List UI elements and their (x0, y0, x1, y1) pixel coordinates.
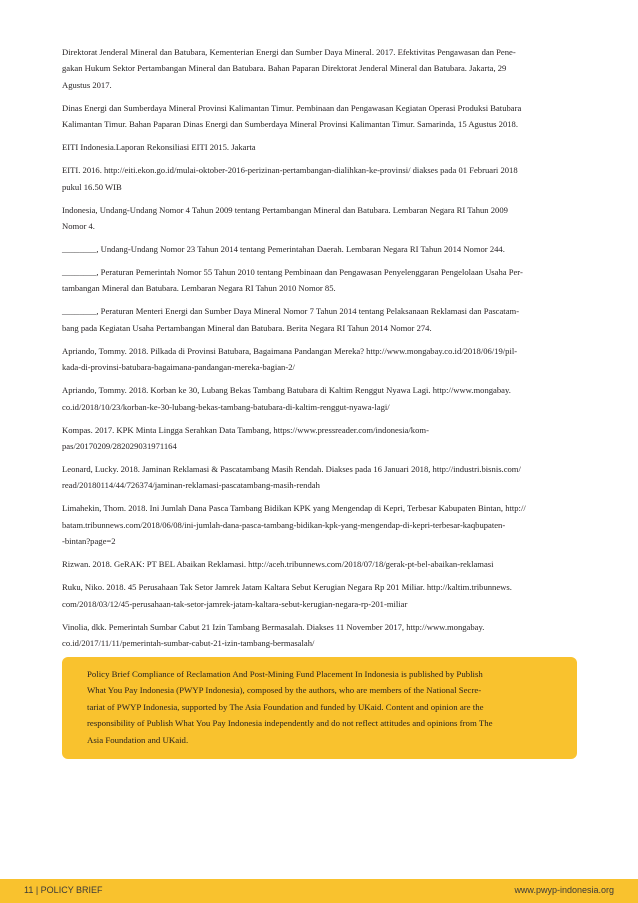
reference-line: Vinolia, dkk. Pemerintah Sumbar Cabut 21 Izin Tambang Bermasalah. Diakses 11 November 2017, http://www.mongabay. (62, 621, 485, 632)
reference-entry (62, 556, 577, 572)
reference-line: Direktorat Jenderal Mineral dan Batubara, Kementerian Energi dan Sumber Daya Mineral. 2017. Efektivitas Pengawasan dan Pene- (62, 47, 516, 57)
footer-page-label: 11 | POLICY BRIEF (24, 885, 103, 895)
footer-website-link[interactable]: www.pwyp-indonesia.org (514, 885, 614, 895)
reference-line: gakan Hukum Sektor Pertambangan Mineral dan Batubara. Bahan Paparan Direktorat Jenderal Mineral dan Batubara. Jakarta, 29 (62, 63, 507, 74)
reference-line: Nomor 4. (62, 221, 95, 232)
reference-line: batam.tribunnews.com/2018/06/08/ini-jumlah-dana-pasca-tambang-bidikan-kpk-yang-mengendap-di-kepri-terbesar-kaqbupaten- (62, 519, 506, 530)
reference-line: ________, Peraturan Menteri Energi dan Sumber Daya Mineral Nomor 7 Tahun 2014 tentang Pelaksanaan Reklamasi dan Pascatam- (62, 306, 520, 317)
reference-entry (62, 241, 577, 257)
reference-line: -bintan?page=2 (62, 536, 116, 547)
reference-entry (62, 139, 577, 155)
reference-entry (62, 44, 577, 93)
reference-line: Leonard, Lucky. 2018. Jaminan Reklamasi & Pascatambang Masih Rendah. Diakses pada 16 Januari 2018, http://industri.bisnis.com/ (62, 464, 521, 475)
reference-line: Indonesia, Undang-Undang Nomor 4 Tahun 2009 tentang Pertambangan Mineral dan Batubara. Lembaran Negara RI Tahun 2009 (62, 204, 508, 215)
reference-line: kada-di-provinsi-batubara-bagaimana-pandangan-mereka-bagian-2/ (62, 362, 295, 373)
reference-line: Ruku, Niko. 2018. 45 Perusahaan Tak Setor Jamrek Jatam Kaltara Sebut Kerugian Negara Rp 201 Miliar. http://kaltim.tribunnews. (62, 582, 512, 593)
reference-line: pas/20170209/282029031971164 (62, 441, 177, 452)
reference-entry (62, 382, 577, 415)
reference-line: co.id/2017/11/11/pemerintah-sumbar-cabut-21-izin-tambang-bermasalah/ (62, 638, 315, 649)
reference-line: ________, Undang-Undang Nomor 23 Tahun 2014 tentang Pemerintahan Daerah. Lembaran Negara RI Tahun 2014 Nomor 244. (62, 244, 505, 255)
reference-entry (62, 100, 577, 133)
note-line: Asia Foundation and UKaid. (87, 734, 189, 745)
reference-entry (62, 202, 577, 235)
reference-entry (62, 500, 577, 549)
reference-line: Agustus 2017. (62, 79, 112, 90)
reference-line: EITI. 2016. http://eiti.ekon.go.id/mulai-oktober-2016-perizinan-pertambangan-dialihkan-ke-provinsi/ diakses pada 01 Februari 2018 (62, 165, 518, 176)
reference-list (62, 44, 577, 658)
reference-entry (62, 461, 577, 494)
reference-line: pukul 16.50 WIB (62, 181, 122, 192)
reference-line: co.id/2018/10/23/korban-ke-30-lubang-bekas-tambang-batubara-di-kaltim-renggut-nyawa-lagi/ (62, 401, 390, 412)
reference-line: read/20180114/44/726374/jaminan-reklamasi-pascatambang-masih-rendah (62, 480, 320, 491)
reference-line: ________, Peraturan Pemerintah Nomor 55 Tahun 2010 tentang Pembinaan dan Pengawasan Penyelenggaran Pengelolaan Usaha Per- (62, 267, 523, 278)
note-line: tariat of PWYP Indonesia, supported by The Asia Foundation and funded by UKaid. Content and opinion are the (87, 701, 484, 712)
reference-line: tambangan Mineral dan Batubara. Lembaran Negara RI Tahun 2010 Nomor 85. (62, 283, 336, 294)
page-footer (0, 879, 638, 903)
note-line: Policy Brief Compliance of Reclamation And Post-Mining Fund Placement In Indonesia is published by Publish (87, 669, 483, 679)
reference-line: Dinas Energi dan Sumberdaya Mineral Provinsi Kalimantan Timur. Pembinaan dan Pengawasan Kegiatan Operasi Produksi Batubara (62, 102, 522, 113)
reference-line: Rizwan. 2018. GeRAK: PT BEL Abaikan Reklamasi. http://aceh.tribunnews.com/2018/07/18/gerak-pt-bel-abaikan-reklamasi (62, 559, 494, 570)
reference-line: Kalimantan Timur. Bahan Paparan Dinas Energi dan Sumberdaya Mineral Provinsi Kalimantan Timur. Samarinda, 15 Agustus 2018. (62, 119, 518, 130)
reference-entry (62, 303, 577, 336)
reference-entry (62, 579, 577, 612)
reference-line: Limahekin, Thom. 2018. Ini Jumlah Dana Pasca Tambang Bidikan KPK yang Mengendap di Kepri, Terbesar Kabupaten Bintan, http:// (62, 503, 526, 514)
reference-entry (62, 343, 577, 376)
reference-line: Apriando, Tommy. 2018. Korban ke 30, Lubang Bekas Tambang Batubara di Kaltim Renggut Nyawa Lagi. http://www.mongabay. (62, 385, 511, 396)
reference-line: Apriando, Tommy. 2018. Pilkada di Provinsi Batubara, Bagaimana Pandangan Mereka? http://www.mongabay.co.id/2018/06/19/pil- (62, 345, 518, 356)
reference-entry (62, 619, 577, 652)
reference-entry (62, 422, 577, 455)
reference-line: com/2018/03/12/45-perusahaan-tak-setor-jamrek-jatam-kaltara-sebut-kerugian-negara-rp-201-miliar (62, 598, 408, 609)
reference-entry (62, 264, 577, 297)
reference-line: bang pada Kegiatan Usaha Pertambangan Mineral dan Batubara. Berita Negara RI Tahun 2014 Nomor 274. (62, 322, 432, 333)
reference-entry (62, 162, 577, 195)
note-line: responsibility of Publish What You Pay Indonesia independently and do not reflect attitudes and opinions from The (87, 718, 493, 729)
reference-line: EITI Indonesia.Laporan Rekonsiliasi EITI 2015. Jakarta (62, 142, 256, 153)
reference-line: Kompas. 2017. KPK Minta Lingga Serahkan Data Tambang, https://www.pressreader.com/indonesia/kom- (62, 424, 429, 435)
publication-note-box (62, 657, 577, 759)
note-line: What You Pay Indonesia (PWYP Indonesia), composed by the authors, who are members of the National Secre- (87, 685, 482, 696)
